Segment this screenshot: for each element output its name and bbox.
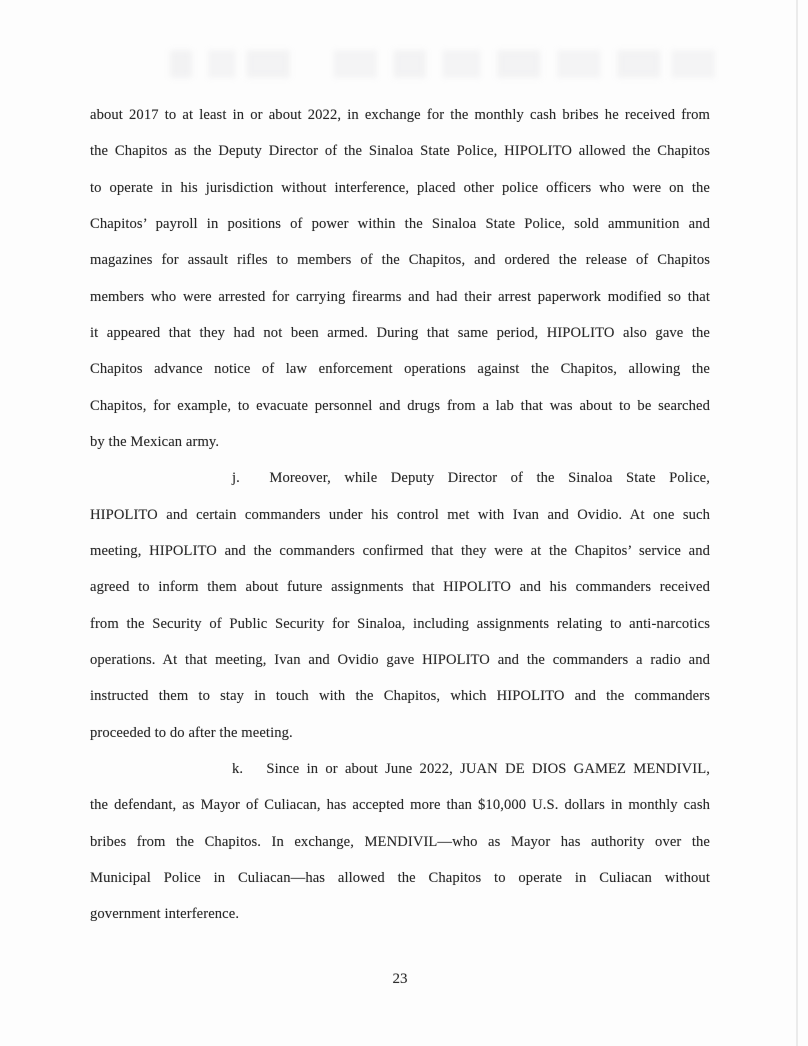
text-line: operations. At that meeting, Ivan and Ovidio gave HIPOLITO and the commanders a radio and — [90, 651, 710, 668]
text-line: meeting, HIPOLITO and the commanders confirmed that they were at the Chapitos’ service and — [90, 542, 710, 559]
text-line — [90, 460, 710, 496]
text-line: magazines for assault rifles to members of the Chapitos, and ordered the release of Chapitos — [90, 252, 710, 269]
text-line: HIPOLITO and certain commanders under his control met with Ivan and Ovidio. At one such — [90, 506, 710, 523]
text-line: to operate in his jurisdiction without interference, placed other police officers who were on the — [90, 179, 710, 196]
page-number: 23 — [392, 971, 408, 987]
text-line: government interference. — [90, 906, 240, 923]
text-line: agreed to inform them about future assignments that HIPOLITO and his commanders received — [90, 579, 710, 596]
text-line: bribes from the Chapitos. In exchange, MENDIVIL—who as Mayor has authority over the — [90, 833, 710, 850]
text-line: Chapitos advance notice of law enforcement operations against the Chapitos, allowing the — [90, 361, 710, 378]
text-line: Chapitos’ payroll in positions of power within the Sinaloa State Police, sold ammunition and — [90, 215, 710, 232]
paragraph-label: j. — [232, 470, 240, 487]
paragraph-j — [90, 460, 710, 751]
scan-bleed-artifact — [170, 50, 715, 78]
text-line: the Chapitos as the Deputy Director of the Sinaloa State Police, HIPOLITO allowed the Chapitos — [90, 143, 710, 160]
text-line: the defendant, as Mayor of Culiacan, has accepted more than $10,000 U.S. dollars in monthly cash — [90, 797, 710, 814]
scan-edge-artifact — [796, 0, 798, 1046]
paragraph-k — [90, 751, 710, 933]
text-line: from the Security of Public Security for Sinaloa, including assignments relating to anti-narcotics — [90, 615, 710, 632]
paragraph-continuation — [90, 97, 710, 460]
body-text — [90, 97, 710, 933]
text-line: Chapitos, for example, to evacuate personnel and drugs from a lab that was about to be searched — [90, 397, 710, 414]
text-line — [90, 751, 710, 787]
text-line: it appeared that they had not been armed. During that same period, HIPOLITO also gave the — [90, 324, 710, 341]
text-line: proceeded to do after the meeting. — [90, 724, 293, 741]
line-text: Since in or about June 2022, JUAN DE DIOS GAMEZ MENDIVIL, — [266, 760, 710, 777]
paragraph-label: k. — [232, 760, 244, 777]
text-line: by the Mexican army. — [90, 433, 220, 450]
line-text: Moreover, while Deputy Director of the Sinaloa State Police, — [269, 470, 710, 487]
text-line: Municipal Police in Culiacan—has allowed the Chapitos to operate in Culiacan without — [90, 869, 710, 886]
text-line: members who were arrested for carrying firearms and had their arrest paperwork modified so that — [90, 288, 710, 305]
text-line: instructed them to stay in touch with the Chapitos, which HIPOLITO and the commanders — [90, 688, 710, 705]
text-line: about 2017 to at least in or about 2022, in exchange for the monthly cash bribes he received from — [90, 107, 710, 123]
